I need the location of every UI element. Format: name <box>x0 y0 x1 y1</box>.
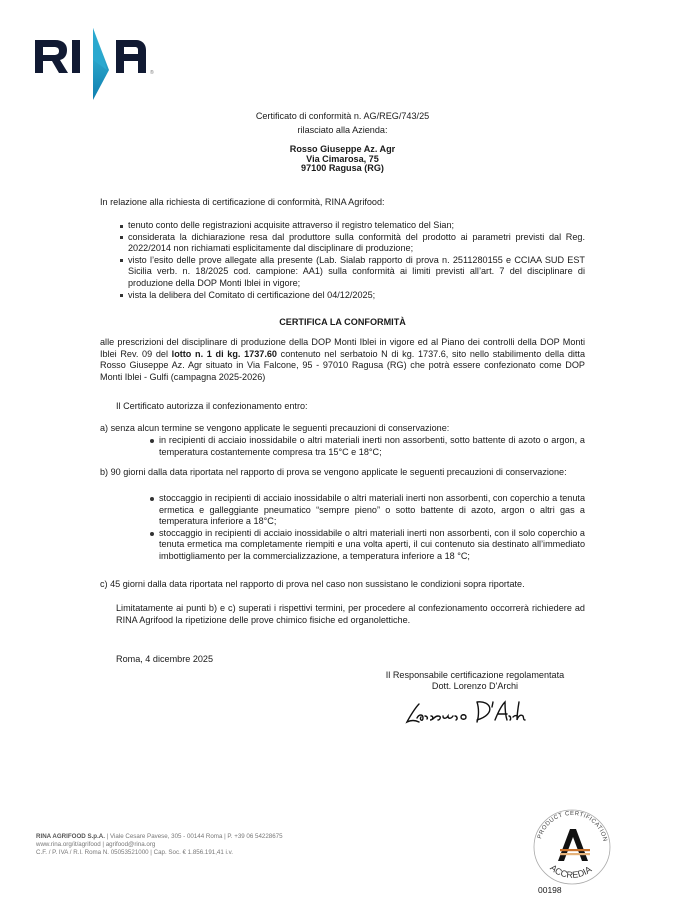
page-code: 00198 <box>538 885 562 895</box>
list-item: stoccaggio in recipienti di acciaio inossidabile o altri materiali inerti non assorbenti, con il solo coperchio a tenuta ermetica ma completamente riempiti e una volta aperti, il cui contenuto sia destinato all’immediato imbottigliamento per la commercializzazione, a temperatura inferiore a 18 °C; <box>150 528 585 563</box>
conformity-paragraph <box>100 337 585 383</box>
list-item: tenuto conto delle registrazioni acquisite attraverso il registro telematico del Sian; <box>120 220 585 232</box>
condition-c: c) 45 giorni dalla data riportata nel rapporto di prova nel caso non sussistano le condizioni sopra riportate. <box>100 579 525 589</box>
accredia-seal <box>530 805 614 889</box>
footer <box>36 833 283 857</box>
paragraph-text: alle prescrizioni del disciplinare di produzione della DOP Monti Iblei in vigore ed al Piano dei controlli della DOP Monti Iblei Rev. 09 del <box>100 337 585 359</box>
authorizes-text: Il Certificato autorizza il confezionamento entro: <box>116 401 308 411</box>
paragraph-text: contenuto nel serbatoio N di kg. 1737.6, sito nello stabilimento della ditta Rosso Giuseppe Az. Agr situato in Via Falcone, 95 - 97010 Ragusa (RG) che potrà essere confezionato come DOP Monti Iblei - Gulfi (campagna 2025-2026) <box>100 348 586 382</box>
list-item: in recipienti di acciaio inossidabile o altri materiali inerti non assorbenti, sotto battente di azoto o argon, a temperatura costantemente compresa tra 15°C e 18°C; <box>150 435 585 458</box>
company-street: Via Cimarosa, 75 <box>306 153 379 164</box>
signature <box>395 692 535 732</box>
condition-a-list <box>150 435 585 458</box>
signatory-name: Dott. Lorenzo D'Archi <box>431 680 519 691</box>
signatory-role: Il Responsabile certificazione regolamentata <box>385 670 565 680</box>
condition-a: a) senza alcun termine se vengono applicate le seguenti precauzioni di conservazione: <box>100 423 450 433</box>
company-city: 97100 Ragusa (RG) <box>301 163 384 173</box>
rina-logo <box>33 28 158 104</box>
signatory-block <box>370 670 580 691</box>
company-name: Rosso Giuseppe Az. Agr <box>289 144 396 154</box>
list-item: vista la delibera del Comitato di certificazione del 04/12/2025; <box>120 290 585 302</box>
list-item: visto l’esito delle prove allegate alla presente (Lab. Sialab rapporto di prova n. 2511280155 e CCIAA SUD EST Sicilia verb. n. 18/2025 cod. campione: AA1) sulla conformità ai limiti previsti all’art. 7 del disciplinare di produzione della DOP Monti Iblei in vigore; <box>120 255 585 290</box>
footer-web: www.rina.org/it/agrifood | agrifood@rina.org <box>36 841 156 848</box>
list-item: stoccaggio in recipienti di acciaio inossidabile o altri materiali inerti non assorbenti, con coperchio a tenuta ermetica e galleggiante pneumatico “sempre pieno” o sotto battente di azoto, argon o altri gas a temperatura inferiore a 18°C; <box>150 493 585 528</box>
section-heading: CERTIFICA LA CONFORMITÀ <box>279 317 406 327</box>
footer-legal: C.F. / P. IVA / R.I. Roma N. 05053521000 | Cap. Soc. € 1.856.191,41 i.v. <box>36 849 233 856</box>
svg-text:ACCREDIA: ACCREDIA <box>548 862 594 881</box>
condition-b-list <box>150 493 585 563</box>
svg-text:®: ® <box>150 70 154 76</box>
place-date: Roma, 4 dicembre 2025 <box>116 654 214 664</box>
footer-address: | Viale Cesare Pavese, 305 - 00144 Roma | P. +39 06 54228675 <box>104 833 283 840</box>
lot-info: lotto n. 1 di kg. 1737.60 <box>171 348 277 359</box>
condition-b: b) 90 giorni dalla data riportata nel rapporto di prova se vengono applicate le seguenti precauzioni di conservazione: <box>100 467 567 477</box>
issued-to: rilasciato alla Azienda: <box>297 125 388 135</box>
considerations-list <box>120 220 585 301</box>
svg-text:PRODUCT CERTIFICATION: PRODUCT CERTIFICATION <box>537 810 608 843</box>
limitation-text: Limitatamente ai punti b) e c) superati i rispettivi termini, per procedere al confezionamento occorrerà richiedere ad RINA Agrifood la ripetizione delle prove chimico fisiche ed organolettiche. <box>116 603 585 625</box>
certificate-number: Certificato di conformità n. AG/REG/743/25 <box>255 111 430 121</box>
intro: In relazione alla richiesta di certificazione di conformità, RINA Agrifood: <box>100 197 385 207</box>
company-address <box>100 145 585 174</box>
list-item: considerata la dichiarazione resa dal produttore sulla conformità del prodotto ai parametri previsti dal Reg. 2022/2014 non richiamati esplicitamente dal disciplinare di produzione; <box>120 232 585 255</box>
footer-company: RINA AGRIFOOD S.p.A. <box>36 833 105 840</box>
